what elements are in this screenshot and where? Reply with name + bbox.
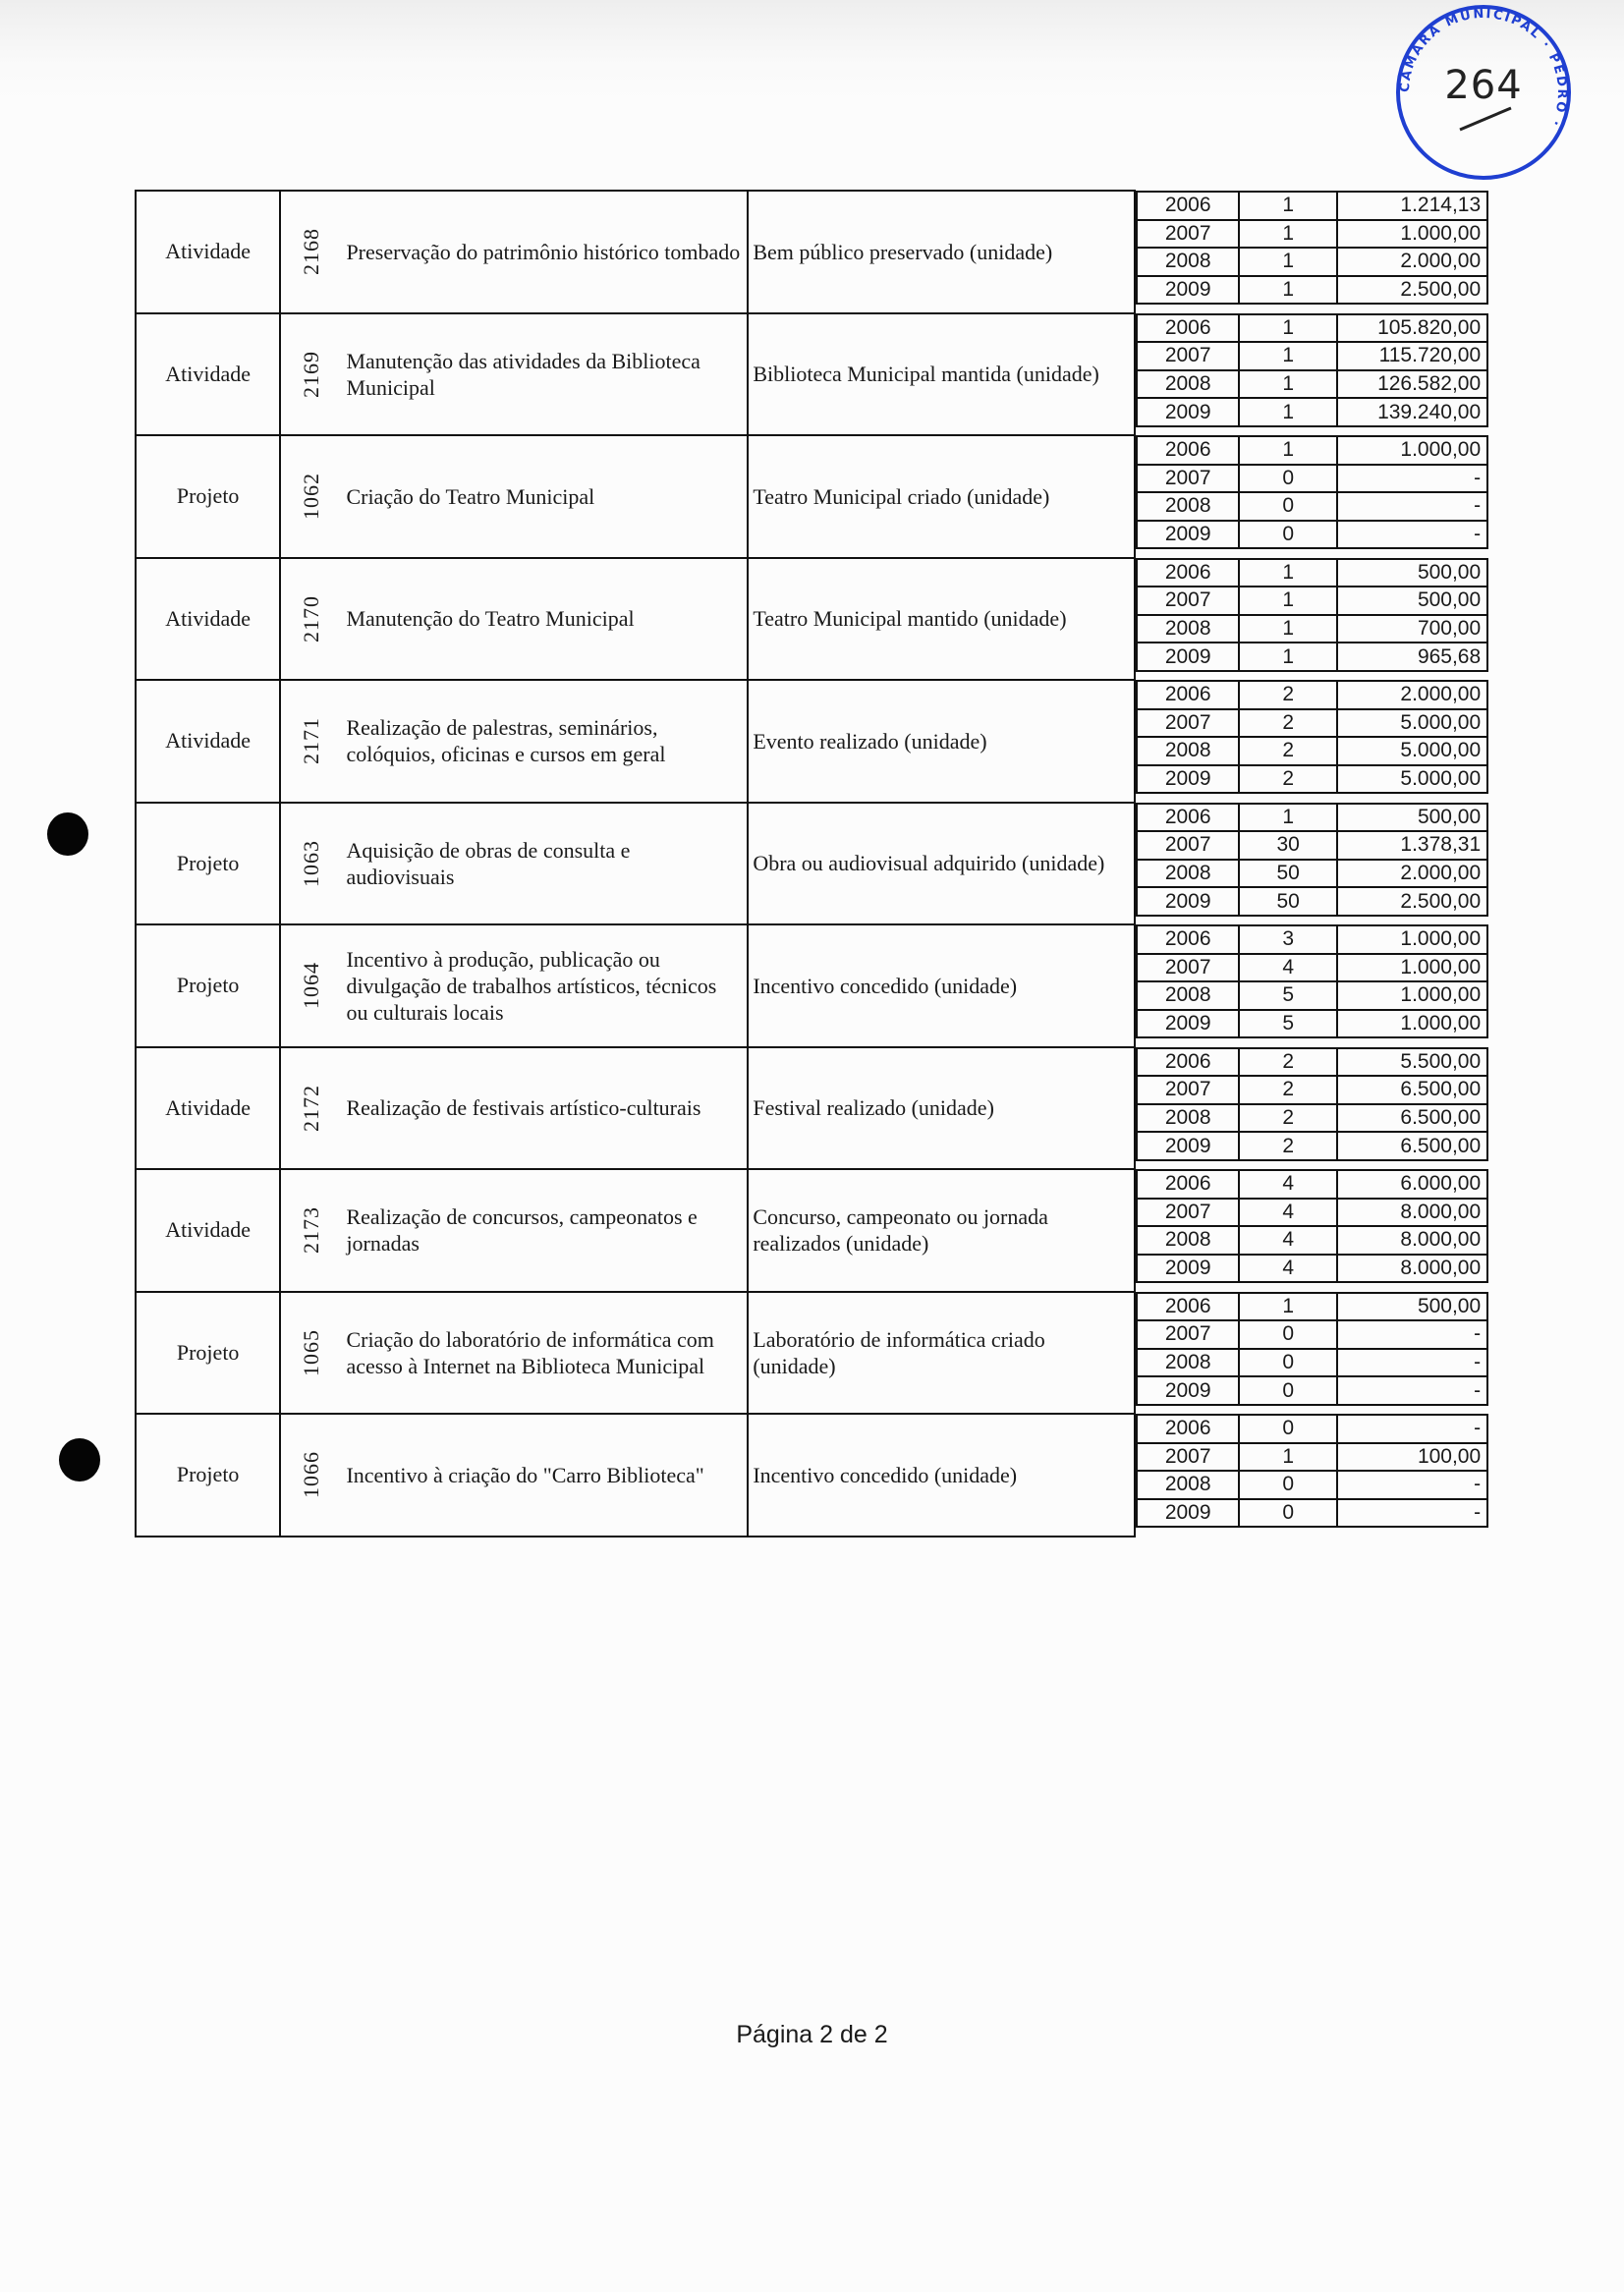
year-row [1137,342,1487,370]
target-value: 8.000,00 [1337,1255,1487,1283]
yearly-targets [1135,313,1490,436]
year: 2007 [1137,220,1239,249]
target-quantity: 1 [1239,436,1337,465]
action-product: Obra ou audiovisual adquirido (unidade) [748,803,1135,925]
action-code-cell [280,558,342,681]
target-quantity: 1 [1239,559,1337,587]
year-row [1137,492,1487,521]
target-quantity: 1 [1239,398,1337,426]
program-actions-table [135,190,1491,1537]
year: 2007 [1137,1320,1239,1349]
action-product: Festival realizado (unidade) [748,1047,1135,1170]
action-group-row [136,680,1490,803]
target-value: 105.820,00 [1337,314,1487,343]
action-description: Criação do Teatro Municipal [342,435,748,558]
action-description: Manutenção do Teatro Municipal [342,558,748,681]
action-code-cell [280,313,342,436]
year-row [1137,1226,1487,1255]
action-product: Bem público preservado (unidade) [748,191,1135,313]
target-value: 6.500,00 [1337,1132,1487,1160]
year: 2008 [1137,1349,1239,1377]
target-value: - [1337,1349,1487,1377]
year: 2007 [1137,587,1239,615]
target-quantity: 0 [1239,1320,1337,1349]
action-code: 1066 [299,1451,324,1499]
target-quantity: 3 [1239,925,1337,954]
action-code: 2169 [299,350,324,398]
target-value: 5.000,00 [1337,737,1487,765]
year: 2007 [1137,954,1239,982]
action-group-row [136,924,1490,1047]
action-type: Atividade [136,1047,280,1170]
target-value: - [1337,1376,1487,1405]
target-value: 1.000,00 [1337,954,1487,982]
action-code: 1063 [299,839,324,887]
target-quantity: 2 [1239,1132,1337,1160]
action-product: Teatro Municipal mantido (unidade) [748,558,1135,681]
stamp-text: CÂMARA MUNICIPAL · PEDRO · [1397,6,1570,131]
target-quantity: 1 [1239,643,1337,671]
target-quantity: 2 [1239,1076,1337,1104]
action-product: Biblioteca Municipal mantida (unidade) [748,313,1135,436]
action-description: Incentivo à produção, publicação ou divulgação de trabalhos artísticos, técnicos ou culturais locais [342,924,748,1047]
municipal-stamp [1395,4,1572,181]
yearly-targets-table [1136,1047,1488,1161]
target-value: 126.582,00 [1337,370,1487,399]
target-value: 2.500,00 [1337,887,1487,916]
target-quantity: 1 [1239,276,1337,305]
yearly-targets [1135,435,1490,558]
action-type: Atividade [136,558,280,681]
year-row [1137,436,1487,465]
year: 2006 [1137,559,1239,587]
year-row [1137,1104,1487,1133]
target-quantity: 2 [1239,1104,1337,1133]
year: 2006 [1137,436,1239,465]
target-quantity: 50 [1239,860,1337,888]
target-quantity: 0 [1239,521,1337,549]
target-quantity: 1 [1239,370,1337,399]
year-row [1137,248,1487,276]
yearly-targets [1135,1047,1490,1170]
year-row [1137,1293,1487,1321]
year: 2008 [1137,860,1239,888]
year: 2009 [1137,765,1239,794]
yearly-targets-table [1136,313,1488,427]
target-quantity: 2 [1239,681,1337,709]
yearly-targets [1135,191,1490,313]
target-quantity: 0 [1239,1376,1337,1405]
action-code: 1064 [299,962,324,1010]
year-row [1137,276,1487,305]
year: 2007 [1137,1076,1239,1104]
target-value: 2.500,00 [1337,276,1487,305]
yearly-targets [1135,924,1490,1047]
action-type: Projeto [136,1292,280,1415]
yearly-targets-table [1136,1414,1488,1528]
action-code-cell [280,191,342,313]
target-value: 1.378,31 [1337,831,1487,860]
target-value: 500,00 [1337,559,1487,587]
year-row [1137,1170,1487,1199]
year: 2009 [1137,1132,1239,1160]
year-row [1137,370,1487,399]
action-description: Realização de palestras, seminários, colóquios, oficinas e cursos em geral [342,680,748,803]
action-type: Atividade [136,1169,280,1292]
target-quantity: 50 [1239,887,1337,916]
scan-shadow [0,0,1624,108]
year-row [1137,465,1487,493]
action-description: Aquisição de obras de consulta e audiovisuais [342,803,748,925]
year: 2008 [1137,737,1239,765]
action-description: Manutenção das atividades da Biblioteca Municipal [342,313,748,436]
yearly-targets [1135,680,1490,803]
target-value: - [1337,1499,1487,1528]
year: 2006 [1137,314,1239,343]
action-group-row [136,191,1490,313]
year: 2008 [1137,615,1239,643]
target-value: - [1337,1471,1487,1499]
action-group-row [136,313,1490,436]
action-code-cell [280,1414,342,1537]
yearly-targets-table [1136,1169,1488,1283]
target-value: 5.000,00 [1337,709,1487,738]
year-row [1137,1443,1487,1472]
yearly-targets [1135,1169,1490,1292]
action-type: Projeto [136,435,280,558]
action-code-cell [280,680,342,803]
action-group-row [136,1169,1490,1292]
action-description: Criação do laboratório de informática com acesso à Internet na Biblioteca Municipal [342,1292,748,1415]
year-row [1137,1320,1487,1349]
action-product: Concurso, campeonato ou jornada realizados (unidade) [748,1169,1135,1292]
action-group-row [136,1047,1490,1170]
year-row [1137,615,1487,643]
year-row [1137,1010,1487,1038]
target-value: 500,00 [1337,1293,1487,1321]
yearly-targets-table [1136,435,1488,549]
yearly-targets-table [1136,558,1488,672]
year: 2007 [1137,465,1239,493]
yearly-targets [1135,558,1490,681]
year-row [1137,831,1487,860]
yearly-targets [1135,1292,1490,1415]
action-description: Incentivo à criação do "Carro Biblioteca" [342,1414,748,1537]
year-row [1137,192,1487,220]
punch-hole [59,1438,100,1481]
year: 2009 [1137,1255,1239,1283]
target-quantity: 4 [1239,954,1337,982]
year: 2006 [1137,804,1239,832]
action-code: 2171 [299,717,324,765]
year: 2009 [1137,521,1239,549]
target-quantity: 2 [1239,737,1337,765]
year: 2007 [1137,709,1239,738]
year: 2006 [1137,1170,1239,1199]
target-value: 1.000,00 [1337,436,1487,465]
target-quantity: 5 [1239,1010,1337,1038]
year: 2006 [1137,681,1239,709]
action-code-cell [280,435,342,558]
action-code: 2172 [299,1084,324,1132]
target-value: 6.500,00 [1337,1104,1487,1133]
target-value: 1.000,00 [1337,220,1487,249]
year: 2006 [1137,1293,1239,1321]
target-value: 1.000,00 [1337,1010,1487,1038]
year: 2006 [1137,192,1239,220]
target-quantity: 1 [1239,342,1337,370]
year: 2008 [1137,492,1239,521]
year-row [1137,860,1487,888]
action-code: 2168 [299,228,324,276]
target-quantity: 0 [1239,465,1337,493]
year-row [1137,559,1487,587]
year-row [1137,737,1487,765]
target-quantity: 1 [1239,192,1337,220]
yearly-targets-table [1136,924,1488,1038]
yearly-targets [1135,803,1490,925]
year-row [1137,314,1487,343]
action-description: Realização de concursos, campeonatos e jornadas [342,1169,748,1292]
target-value: 115.720,00 [1337,342,1487,370]
target-quantity: 2 [1239,765,1337,794]
target-value: 1.214,13 [1337,192,1487,220]
target-quantity: 4 [1239,1226,1337,1255]
action-code: 1062 [299,473,324,521]
year-row [1137,1349,1487,1377]
stamp-handwritten-number: 264 [1444,63,1523,108]
target-quantity: 4 [1239,1170,1337,1199]
target-value: 2.000,00 [1337,248,1487,276]
target-value: 8.000,00 [1337,1199,1487,1227]
yearly-targets-table [1136,1292,1488,1406]
action-code: 2173 [299,1206,324,1255]
target-quantity: 4 [1239,1255,1337,1283]
action-type: Projeto [136,803,280,925]
target-quantity: 0 [1239,492,1337,521]
year: 2007 [1137,1443,1239,1472]
year-row [1137,1255,1487,1283]
target-value: 6.500,00 [1337,1076,1487,1104]
target-value: 8.000,00 [1337,1226,1487,1255]
target-quantity: 1 [1239,248,1337,276]
yearly-targets-table [1136,803,1488,917]
action-type: Projeto [136,924,280,1047]
target-value: 2.000,00 [1337,860,1487,888]
year-row [1137,765,1487,794]
action-group-row [136,435,1490,558]
action-type: Atividade [136,313,280,436]
action-code: 2170 [299,594,324,643]
target-value: - [1337,1415,1487,1443]
year: 2008 [1137,370,1239,399]
year: 2007 [1137,1199,1239,1227]
year-row [1137,1199,1487,1227]
year: 2008 [1137,1226,1239,1255]
year: 2008 [1137,248,1239,276]
year: 2009 [1137,1499,1239,1528]
year-row [1137,1048,1487,1077]
year: 2009 [1137,398,1239,426]
action-product: Laboratório de informática criado (unidade) [748,1292,1135,1415]
action-group-row [136,558,1490,681]
year-row [1137,521,1487,549]
year-row [1137,587,1487,615]
year-row [1137,925,1487,954]
target-value: 6.000,00 [1337,1170,1487,1199]
year-row [1137,398,1487,426]
year-row [1137,1471,1487,1499]
action-group-row [136,1292,1490,1415]
target-quantity: 0 [1239,1471,1337,1499]
year: 2008 [1137,1471,1239,1499]
target-value: 1.000,00 [1337,981,1487,1010]
action-code-cell [280,1292,342,1415]
year-row [1137,1132,1487,1160]
target-value: 139.240,00 [1337,398,1487,426]
target-quantity: 1 [1239,615,1337,643]
target-quantity: 0 [1239,1499,1337,1528]
year-row [1137,1376,1487,1405]
year-row [1137,709,1487,738]
year-row [1137,1499,1487,1528]
target-value: - [1337,492,1487,521]
year-row [1137,954,1487,982]
year: 2008 [1137,1104,1239,1133]
action-code: 1065 [299,1328,324,1376]
year: 2009 [1137,276,1239,305]
target-value: 965,68 [1337,643,1487,671]
target-quantity: 1 [1239,1293,1337,1321]
action-product: Incentivo concedido (unidade) [748,924,1135,1047]
yearly-targets [1135,1414,1490,1537]
year-row [1137,1076,1487,1104]
target-quantity: 1 [1239,587,1337,615]
year-row [1137,981,1487,1010]
target-value: - [1337,465,1487,493]
target-value: 5.500,00 [1337,1048,1487,1077]
target-value: 1.000,00 [1337,925,1487,954]
year: 2007 [1137,831,1239,860]
year-row [1137,887,1487,916]
year: 2009 [1137,1376,1239,1405]
action-type: Projeto [136,1414,280,1537]
action-product: Teatro Municipal criado (unidade) [748,435,1135,558]
target-quantity: 0 [1239,1415,1337,1443]
year: 2006 [1137,925,1239,954]
target-value: - [1337,521,1487,549]
target-quantity: 1 [1239,804,1337,832]
action-description: Realização de festivais artístico-culturais [342,1047,748,1170]
year: 2008 [1137,981,1239,1010]
action-code-cell [280,924,342,1047]
target-value: - [1337,1320,1487,1349]
action-code-cell [280,1169,342,1292]
target-value: 500,00 [1337,587,1487,615]
target-value: 100,00 [1337,1443,1487,1472]
action-product: Evento realizado (unidade) [748,680,1135,803]
target-value: 500,00 [1337,804,1487,832]
page-number: Página 2 de 2 [736,2021,888,2048]
year: 2006 [1137,1415,1239,1443]
target-quantity: 0 [1239,1349,1337,1377]
target-quantity: 2 [1239,1048,1337,1077]
year-row [1137,1415,1487,1443]
action-code-cell [280,1047,342,1170]
year: 2009 [1137,887,1239,916]
target-value: 2.000,00 [1337,681,1487,709]
target-quantity: 2 [1239,709,1337,738]
target-value: 5.000,00 [1337,765,1487,794]
year-row [1137,220,1487,249]
year: 2009 [1137,1010,1239,1038]
action-group-row [136,1414,1490,1537]
action-type: Atividade [136,680,280,803]
target-quantity: 1 [1239,220,1337,249]
target-quantity: 1 [1239,314,1337,343]
action-description: Preservação do patrimônio histórico tombado [342,191,748,313]
punch-hole [47,812,88,856]
action-product: Incentivo concedido (unidade) [748,1414,1135,1537]
action-group-row [136,803,1490,925]
target-value: 700,00 [1337,615,1487,643]
year-row [1137,643,1487,671]
action-code-cell [280,803,342,925]
year: 2009 [1137,643,1239,671]
year-row [1137,804,1487,832]
year-row [1137,681,1487,709]
target-quantity: 30 [1239,831,1337,860]
target-quantity: 4 [1239,1199,1337,1227]
action-type: Atividade [136,191,280,313]
yearly-targets-table [1136,191,1488,305]
target-quantity: 1 [1239,1443,1337,1472]
year: 2007 [1137,342,1239,370]
yearly-targets-table [1136,680,1488,794]
target-quantity: 5 [1239,981,1337,1010]
year: 2006 [1137,1048,1239,1077]
